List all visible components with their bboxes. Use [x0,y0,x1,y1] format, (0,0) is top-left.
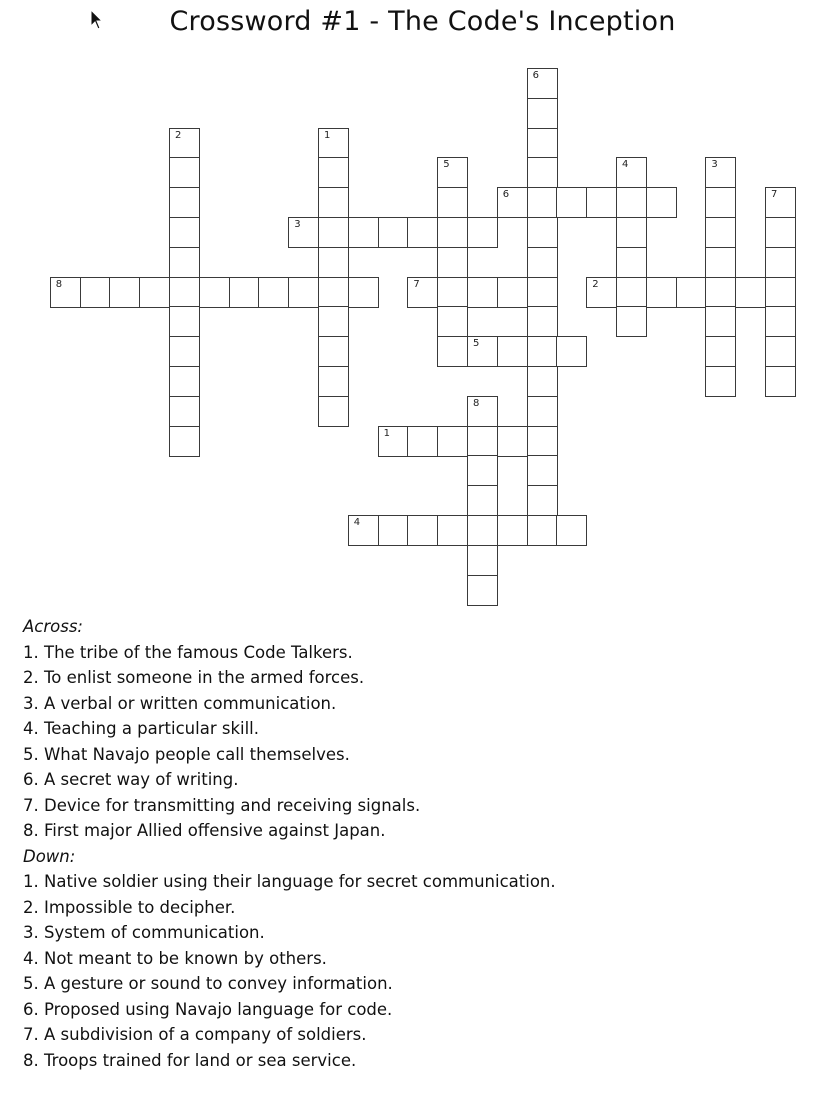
crossword-cell[interactable] [318,366,349,397]
crossword-cell[interactable] [318,306,349,337]
crossword-cell[interactable] [437,426,468,457]
clue-list [23,614,803,1073]
cell-number: 5 [443,159,450,171]
crossword-cell[interactable] [497,336,528,367]
crossword-cell[interactable] [527,68,558,99]
crossword-cell[interactable] [407,426,438,457]
crossword-cell[interactable] [527,247,558,278]
cell-number: 8 [55,278,63,290]
crossword-cell[interactable] [169,306,200,337]
crossword-cell[interactable] [616,187,647,218]
crossword-cell[interactable] [229,277,260,308]
crossword-cell[interactable] [139,277,170,308]
crossword-cell[interactable] [318,396,349,427]
down-clue: 3. System of communication. [23,923,265,942]
down-clue: 5. A gesture or sound to convey information. [23,974,393,993]
crossword-cell[interactable] [527,157,558,188]
crossword-cell[interactable] [705,157,736,188]
crossword-cell[interactable] [527,277,558,308]
crossword-cell[interactable] [169,217,200,248]
crossword-cell[interactable] [437,217,468,248]
crossword-cell[interactable] [378,515,409,546]
crossword-cell[interactable] [348,277,379,308]
crossword-cell[interactable] [467,336,498,367]
crossword-cell[interactable] [288,277,319,308]
across-heading: Across: [23,617,83,636]
down-heading: Down: [23,846,76,866]
cell-number: 4 [353,517,361,528]
cell-number: 2 [175,129,182,141]
crossword-cell[interactable] [169,366,200,397]
crossword-cell[interactable] [169,396,200,427]
crossword-cell[interactable] [616,277,647,308]
crossword-cell[interactable] [765,306,796,337]
cell-number: 2 [592,278,599,290]
cell-number: 6 [502,189,510,201]
cell-number: 7 [771,189,778,201]
crossword-cell[interactable] [527,187,558,218]
crossword-cell[interactable] [497,277,528,308]
crossword-cell[interactable] [407,515,438,546]
crossword-cell[interactable] [288,217,319,248]
crossword-cell[interactable] [169,187,200,218]
crossword-cell[interactable] [735,277,766,308]
crossword-cell[interactable] [437,187,468,218]
crossword-cell[interactable] [467,396,498,427]
crossword-cell[interactable] [169,128,200,159]
crossword-cell[interactable] [378,426,409,457]
cell-number: 8 [473,397,480,409]
down-clues [23,844,803,1074]
crossword-cell[interactable] [765,187,796,218]
crossword-cell[interactable] [705,336,736,367]
crossword-cell[interactable] [437,157,468,188]
crossword-cell[interactable] [318,187,349,218]
crossword-cell[interactable] [705,247,736,278]
crossword-cell[interactable] [467,485,498,516]
crossword-cell[interactable] [497,187,528,218]
crossword-cell[interactable] [169,277,200,308]
crossword-cell[interactable] [467,277,498,308]
down-clue: 8. Troops trained for land or sea service. [23,1050,357,1070]
across-clue: 5. What Navajo people call themselves. [23,744,350,764]
crossword-cell[interactable] [586,277,617,308]
crossword-cell[interactable] [199,277,230,308]
crossword-cell[interactable] [467,545,498,576]
cell-number: 3 [711,159,718,171]
crossword-cell[interactable] [527,515,558,546]
across-clue: 4. Teaching a particular skill. [23,719,259,738]
crossword-cell[interactable] [765,336,796,367]
crossword-cell[interactable] [527,455,558,486]
crossword-cell[interactable] [616,247,647,278]
crossword-cell[interactable] [437,515,468,546]
crossword-cell[interactable] [318,157,349,188]
across-clue: 8. First major Allied offensive against Japan. [23,821,386,840]
crossword-cell[interactable] [318,336,349,367]
across-clue: 3. A verbal or written communication. [23,693,337,713]
crossword-cell[interactable] [616,157,647,188]
crossword-cell[interactable] [497,515,528,546]
crossword-cell[interactable] [586,187,617,218]
crossword-cell[interactable] [467,455,498,486]
crossword-cell[interactable] [765,217,796,248]
crossword-cell[interactable] [318,217,349,248]
cell-number: 1 [324,129,331,141]
crossword-cell[interactable] [527,98,558,129]
down-clue: 6. Proposed using Navajo language for code. [23,999,393,1019]
crossword-cell[interactable] [705,217,736,248]
crossword-cell[interactable] [705,277,736,308]
crossword-cell[interactable] [527,336,558,367]
cell-number: 4 [622,159,629,171]
cell-number: 3 [294,219,301,230]
crossword-cell[interactable] [169,157,200,188]
crossword-cell[interactable] [169,247,200,278]
crossword-cell[interactable] [437,247,468,278]
across-clue: 6. A secret way of writing. [23,770,239,789]
across-clue: 1. The tribe of the famous Code Talkers. [23,642,353,662]
crossword-cell[interactable] [109,277,140,308]
down-clue: 1. Native soldier using their language for secret communication. [23,872,556,891]
crossword-cell[interactable] [467,515,498,546]
crossword-cell[interactable] [467,575,498,606]
across-clue: 2. To enlist someone in the armed forces. [23,668,365,687]
crossword-cell[interactable] [437,306,468,337]
crossword-cell[interactable] [50,277,81,308]
crossword-cell[interactable] [348,217,379,248]
crossword-cell[interactable] [169,426,200,457]
cell-number: 7 [413,278,420,290]
crossword-cell[interactable] [705,187,736,218]
down-clue: 2. Impossible to decipher. [23,897,236,917]
crossword-cell[interactable] [407,277,438,308]
crossword-cell[interactable] [556,336,587,367]
crossword-cell[interactable] [646,187,677,218]
crossword-cell[interactable] [616,217,647,248]
crossword-cell[interactable] [556,187,587,218]
crossword-cell[interactable] [556,515,587,546]
crossword-cell[interactable] [497,426,528,457]
crossword-cell[interactable] [407,217,438,248]
crossword-cell[interactable] [318,277,349,308]
crossword-cell[interactable] [527,396,558,427]
across-clue: 7. Device for transmitting and receiving signals. [23,795,421,815]
crossword-cell[interactable] [616,306,647,337]
crossword-cell[interactable] [318,247,349,278]
crossword-cell[interactable] [765,247,796,278]
cell-number: 1 [383,427,390,439]
crossword-cell[interactable] [527,128,558,159]
crossword-cell[interactable] [705,306,736,337]
down-clue: 7. A subdivision of a company of soldiers. [23,1025,367,1044]
crossword-cell[interactable] [705,366,736,397]
crossword-cell[interactable] [378,217,409,248]
crossword-cell[interactable] [258,277,289,308]
puzzle-title: Crossword #1 - The Code's Inception [169,6,676,37]
crossword-cell[interactable] [169,336,200,367]
crossword-cell[interactable] [318,128,349,159]
cell-number: 6 [532,70,539,81]
crossword-cell[interactable] [437,336,468,367]
crossword-cell[interactable] [527,217,558,248]
across-clues [23,614,803,844]
crossword-cell[interactable] [527,426,558,457]
crossword-cell[interactable] [527,306,558,337]
crossword-cell[interactable] [765,366,796,397]
crossword-cell[interactable] [765,277,796,308]
down-clue: 4. Not meant to be known by others. [23,948,327,968]
crossword-cell[interactable] [527,485,558,516]
crossword-cell[interactable] [437,277,468,308]
crossword-cell[interactable] [467,217,498,248]
crossword-cell[interactable] [527,366,558,397]
cell-number: 5 [473,338,480,350]
crossword-cell[interactable] [348,515,379,546]
crossword-cell[interactable] [467,426,498,457]
crossword-cell[interactable] [646,277,677,308]
crossword-cell[interactable] [676,277,707,308]
crossword-cell[interactable] [80,277,111,308]
